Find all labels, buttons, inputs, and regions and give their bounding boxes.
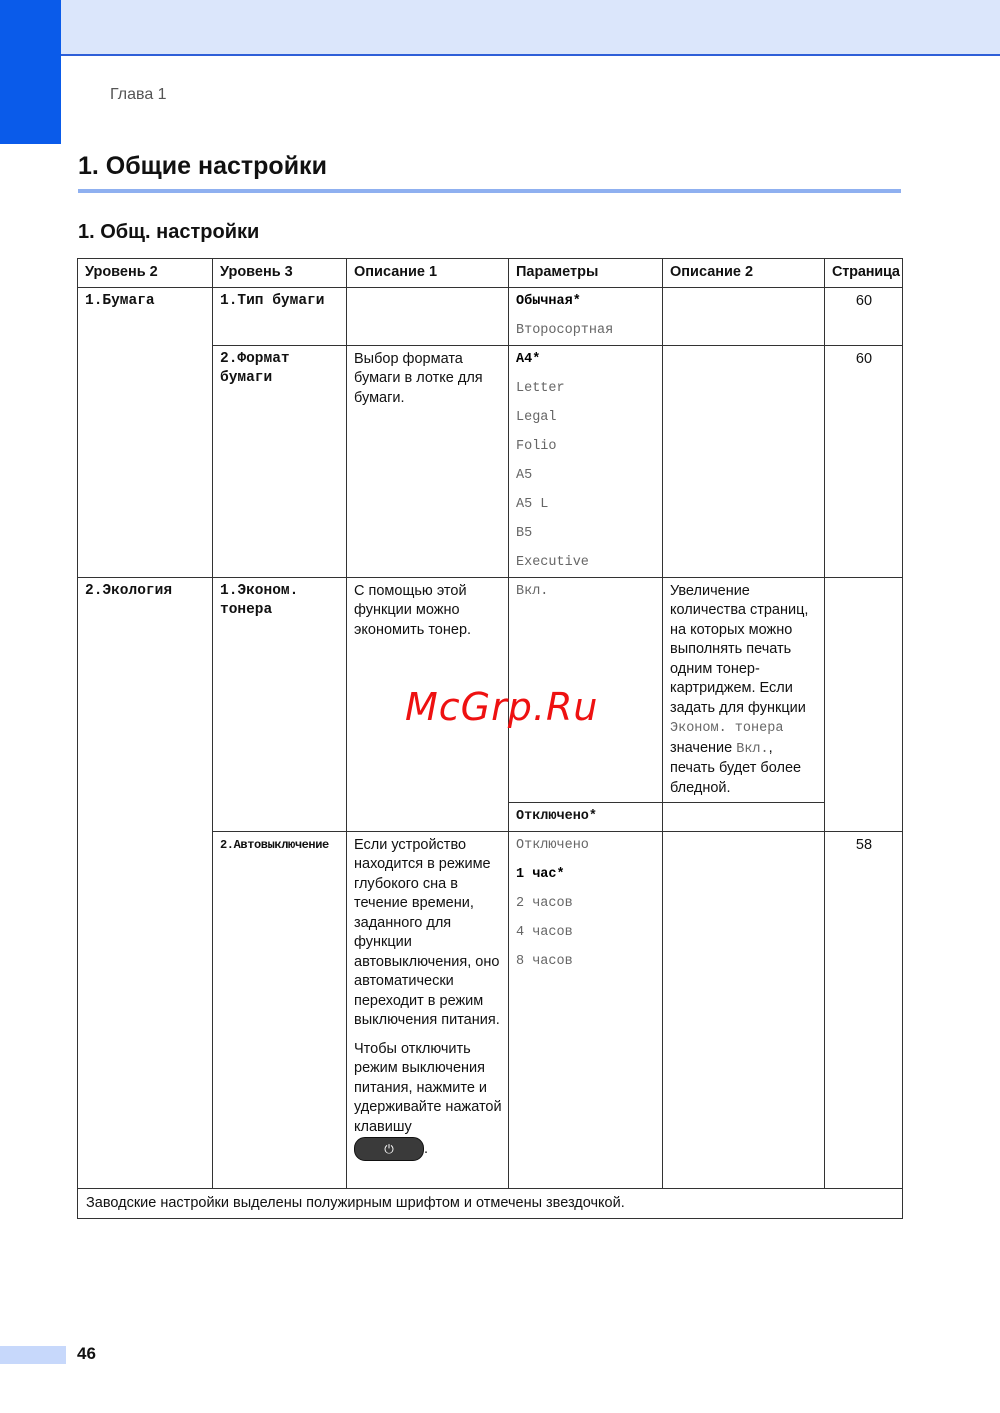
header-level3: Уровень 3 (213, 259, 347, 288)
footnote-row (78, 1188, 903, 1219)
option: Letter (516, 380, 565, 396)
option: B5 (516, 525, 533, 541)
desc2-paper-size (663, 345, 825, 577)
title-rule (78, 189, 901, 193)
level3-paper-size: 2.Формат бумаги (213, 345, 347, 577)
level3-autooff: 2.Автовыключение (213, 831, 347, 1188)
desc1-end: . (424, 1140, 429, 1157)
option: A4* (516, 351, 541, 367)
desc2-text: Увеличение количества страниц, на которых можно выполнять печать одним тонер-картриджем. Если задать для функции (670, 582, 809, 716)
desc2-paper-type (663, 287, 825, 345)
footnote: Заводские настройки выделены полужирным шрифтом и отмечены звездочкой. (78, 1188, 903, 1219)
level2-paper: 1.Бумага (78, 287, 213, 577)
table-header-row (78, 259, 903, 288)
option: Вкл. (516, 583, 549, 599)
page-number-band (0, 1346, 66, 1364)
page-number: 46 (77, 1344, 96, 1363)
level3-toner: 1.Эконом. тонера (213, 577, 347, 831)
page-title: 1. Общие настройки (78, 152, 327, 180)
params-paper-size (509, 345, 663, 577)
settings-table (77, 258, 903, 1219)
option: 1 час* (516, 866, 565, 882)
option: Отключено (516, 837, 589, 853)
page-paper-size: 60 (825, 345, 903, 577)
option: Folio (516, 438, 557, 454)
option: 2 часов (516, 895, 573, 911)
desc1-paper-size: Выбор формата бумаги в лотке для бумаги. (347, 345, 509, 577)
desc2-code: Вкл. (736, 741, 769, 757)
chapter-tab (0, 0, 61, 144)
desc2-code: Эконом. тонера (670, 721, 784, 736)
header-desc2: Описание 2 (663, 259, 825, 288)
option: A5 L (516, 496, 549, 512)
header-params: Параметры (509, 259, 663, 288)
desc1-paper-type (347, 287, 509, 345)
page-toner (825, 577, 903, 831)
option: 4 часов (516, 924, 573, 940)
desc1-text: Чтобы отключить режим выключения питания, нажмите и удерживайте нажатой клавишу (354, 1040, 502, 1135)
header-rule (60, 54, 1000, 56)
power-icon: ⏻ (354, 1137, 424, 1161)
level3-paper-type: 1.Тип бумаги (213, 287, 347, 345)
option: Обычная* (516, 293, 581, 309)
watermark: McGrp.Ru (405, 685, 599, 729)
table-row (78, 287, 903, 345)
option: Второсортная (516, 322, 614, 338)
page-autooff: 58 (825, 831, 903, 1188)
section-title: 1. Общ. настройки (78, 221, 260, 243)
desc2-text: , печать будет более бледной. (670, 739, 802, 796)
option: Отключено* (516, 809, 598, 824)
desc1-paragraph (354, 1040, 502, 1162)
option: Legal (516, 409, 557, 425)
option: 8 часов (516, 953, 573, 969)
desc1-paragraph: Если устройство находится в режиме глубокого сна в течение времени, заданного для функции автовыключения, оно автоматически переходит в режим выключения питания. (354, 836, 500, 1028)
desc2-autooff (663, 831, 825, 1188)
params-paper-type (509, 287, 663, 345)
header-page: Страница (825, 259, 903, 288)
header-desc1: Описание 1 (347, 259, 509, 288)
desc1-toner: С помощью этой функции можно экономить тонер. (347, 577, 509, 831)
params-autooff (509, 831, 663, 1188)
option: A5 (516, 467, 533, 483)
page-paper-type: 60 (825, 287, 903, 345)
header-band (0, 0, 1000, 55)
header-level2: Уровень 2 (78, 259, 213, 288)
params-toner-off (509, 803, 663, 832)
desc2-toner-off (663, 803, 825, 832)
desc2-text: значение (670, 739, 733, 756)
option: Executive (516, 554, 589, 570)
chapter-label: Глава 1 (110, 86, 167, 103)
level2-eco: 2.Экология (78, 577, 213, 1188)
desc2-toner (663, 577, 825, 803)
desc1-autooff (347, 831, 509, 1188)
